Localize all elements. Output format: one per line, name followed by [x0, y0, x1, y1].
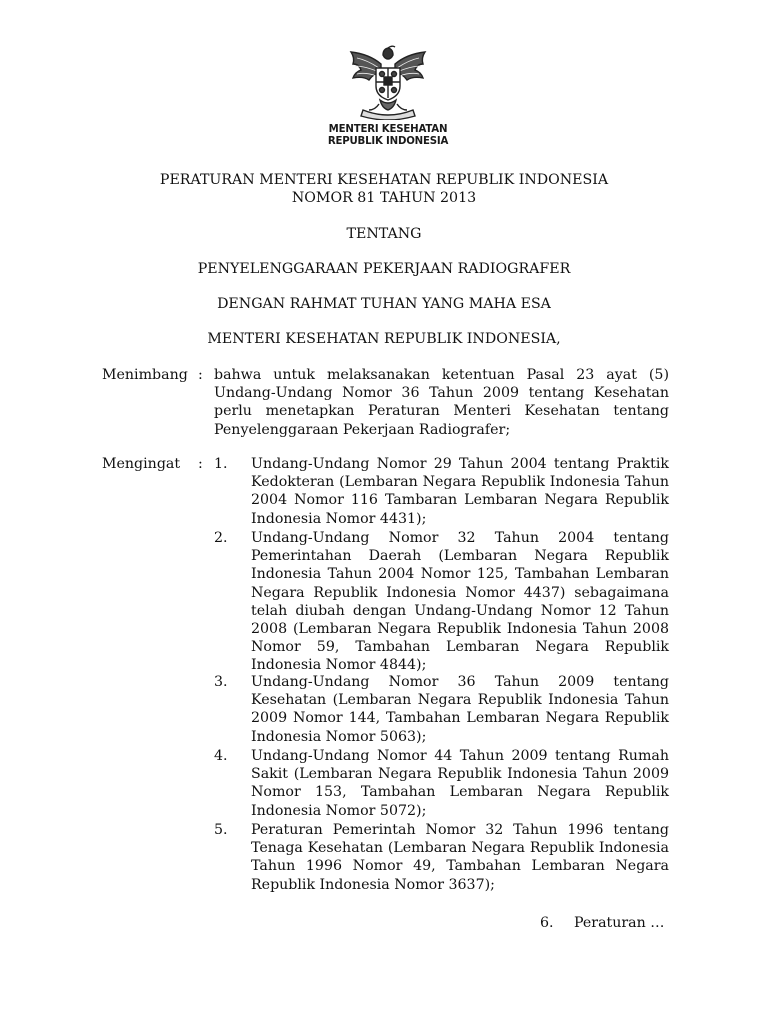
regulation-number: NOMOR 81 TAHUN 2013 [291, 190, 477, 206]
list-item-number: 2. [214, 530, 228, 546]
continuation-text: Peraturan … [574, 915, 665, 931]
list-item-text: Undang-Undang Nomor 29 Tahun 2004 tentang Praktik Kedokteran (Lembaran Negara Republik Indonesia Tahun 2004 Nomor 116 Tambaran Lembaran Negara Republik Indonesia Nomor 4431); [251, 456, 669, 527]
list-item-text: Undang-Undang Nomor 36 Tahun 2009 tentang Kesehatan (Lembaran Negara Republik Indonesia Tahun 2009 Nomor 144, Tambahan Lembaran Negara Republik Indonesia Nomor 5063); [251, 674, 669, 745]
ministry-caption [325, 124, 451, 147]
list-item-number: 4. [214, 748, 228, 764]
continuation-number: 6. [540, 915, 554, 931]
menimbang-label: Menimbang [102, 367, 188, 383]
regulation-title: PERATURAN MENTERI KESEHATAN REPUBLIK INDONESIA [159, 172, 609, 188]
mengingat-separator: : [198, 456, 203, 472]
mengingat-label: Mengingat [102, 456, 181, 472]
list-item-text: Peraturan Pemerintah Nomor 32 Tahun 1996 tentang Tenaga Kesehatan (Lembaran Negara Republik Indonesia Tahun 1996 Nomor 49, Tambahan Lembaran Negara Republik Indonesia Nomor 3637); [251, 822, 669, 893]
list-item-number: 1. [214, 456, 228, 472]
list-item-text: Undang-Undang Nomor 32 Tahun 2004 tentang Pemerintahan Daerah (Lembaran Negara Republik Indonesia Tahun 2004 Nomor 125, Tambahan Lembaran Negara Republik Indonesia Nomor 4437) sebagaimana telah diubah dengan Undang-Undang Nomor 12 Tahun 2008 (Lembaran Negara Republik Indonesia Tahun 2008 Nomor 59, Tambahan Lembaran Negara Republik Indonesia Nomor 4844); [251, 530, 669, 674]
invocation: DENGAN RAHMAT TUHAN YANG MAHA ESA [217, 296, 551, 312]
enactor: MENTERI KESEHATAN REPUBLIK INDONESIA, [207, 331, 561, 347]
list-item-text: Undang-Undang Nomor 44 Tahun 2009 tentang Rumah Sakit (Lembaran Negara Republik Indonesia Tahun 2009 Nomor 153, Tambahan Lembaran Negara Republik Indonesia Nomor 5072); [251, 748, 669, 819]
ministry-caption-line-2: REPUBLIK INDONESIA [327, 135, 449, 147]
tentang-label: TENTANG [346, 226, 422, 242]
regulation-subject: PENYELENGGARAAN PEKERJAAN RADIOGRAFER [197, 261, 571, 277]
garuda-emblem-icon [345, 44, 431, 120]
list-item-number: 3. [214, 674, 228, 690]
continuation-catchword [540, 914, 664, 932]
menimbang-text: bahwa untuk melaksanakan ketentuan Pasal 23 ayat (5) Undang-Undang Nomor 36 Tahun 2009 tentang Kesehatan perlu menetapkan Peraturan Menteri Kesehatan tentang Penyelenggaraan Pekerjaan Radiografer; [214, 367, 669, 438]
ministry-caption-line-1: MENTERI KESEHATAN [328, 124, 448, 135]
menimbang-separator: : [198, 367, 203, 383]
list-item-number: 5. [214, 822, 228, 838]
